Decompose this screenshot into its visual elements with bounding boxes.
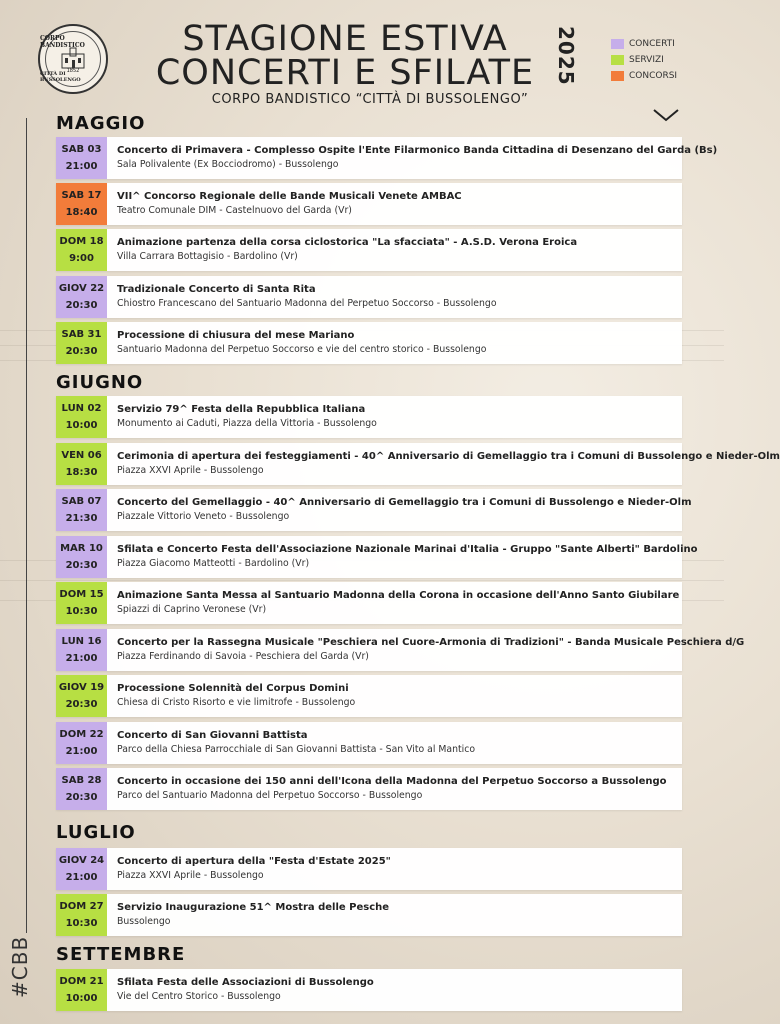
event-time: 21:00 bbox=[65, 161, 98, 172]
staff-line bbox=[0, 580, 724, 581]
event-time: 20:30 bbox=[65, 792, 98, 803]
event-date-box bbox=[56, 582, 107, 624]
legend-label: SERVIZI bbox=[629, 55, 664, 65]
event-place: Villa Carrara Bottagisio - Bardolino (Vr) bbox=[117, 251, 298, 262]
event-day: GIOV 22 bbox=[58, 283, 105, 294]
event-title: Processione di chiusura del mese Mariano bbox=[117, 330, 355, 341]
hashtag-text: #CBB bbox=[8, 935, 32, 998]
event-place: Piazza XXVI Aprile - Bussolengo bbox=[117, 870, 264, 881]
event-row bbox=[56, 629, 745, 671]
event-date-box bbox=[56, 848, 107, 890]
event-row bbox=[56, 969, 682, 1011]
event-info bbox=[107, 722, 475, 764]
event-place: Sala Polivalente (Ex Bocciodromo) - Bussolengo bbox=[117, 159, 339, 170]
event-date-box bbox=[56, 894, 107, 936]
event-info bbox=[107, 322, 486, 364]
event-info bbox=[107, 629, 744, 671]
event-day: SAB 31 bbox=[61, 329, 102, 340]
event-title: Servizio Inaugurazione 51^ Mostra delle Pesche bbox=[117, 902, 390, 913]
event-date-box bbox=[56, 629, 107, 671]
event-title: Concerto in occasione dei 150 anni dell'Icona della Madonna del Perpetuo Soccorso a Bussolengo bbox=[117, 776, 667, 787]
event-place: Spiazzi di Caprino Veronese (Vr) bbox=[117, 604, 267, 615]
event-title: Concerto di Primavera - Complesso Ospite l'Ente Filarmonico Banda Cittadina di Desenzano del Garda (Bs) bbox=[117, 145, 718, 156]
event-row bbox=[56, 894, 682, 936]
event-info bbox=[107, 536, 698, 578]
event-time: 18:40 bbox=[65, 207, 98, 218]
event-row bbox=[56, 137, 718, 179]
event-place: Piazza XXVI Aprile - Bussolengo bbox=[117, 465, 264, 476]
event-row bbox=[56, 722, 682, 764]
event-place: Chiostro Francescano del Santuario Madonna del Perpetuo Soccorso - Bussolengo bbox=[117, 298, 497, 309]
event-day: LUN 02 bbox=[61, 403, 102, 414]
event-title: Concerto del Gemellaggio - 40^ Anniversario di Gemellaggio tra i Comuni di Bussolengo e Nieder-Olm bbox=[117, 497, 692, 508]
event-time: 20:30 bbox=[65, 560, 98, 571]
event-day: DOM 21 bbox=[59, 976, 104, 987]
event-info bbox=[107, 582, 679, 624]
event-day: DOM 22 bbox=[59, 729, 104, 740]
event-title: Sfilata e Concerto Festa dell'Associazione Nazionale Marinai d'Italia - Gruppo "Sante Alberti" Bardolino bbox=[117, 544, 698, 555]
event-info bbox=[107, 848, 391, 890]
event-place: Chiesa di Cristo Risorto e vie limitrofe - Bussolengo bbox=[117, 697, 356, 708]
event-place: Piazza Giacomo Matteotti - Bardolino (Vr) bbox=[117, 558, 310, 569]
event-date-box bbox=[56, 489, 107, 531]
logo-year: 1852 bbox=[66, 68, 80, 74]
logo-bottom-text: CITTÀ DI BUSSOLENGO bbox=[40, 71, 81, 83]
legend-swatch bbox=[611, 71, 624, 81]
page-title-line2: CONCERTI E SFILATE bbox=[155, 53, 535, 93]
event-title: Animazione Santa Messa al Santuario Madonna della Corona in occasione dell'Anno Santo Giubilare bbox=[117, 590, 680, 601]
event-day: SAB 07 bbox=[61, 496, 102, 507]
timeline-line bbox=[26, 118, 27, 933]
event-row bbox=[56, 322, 682, 364]
season-year-text: 2025 bbox=[554, 26, 578, 86]
event-title: Cerimonia di apertura dei festeggiamenti - 40^ Anniversario di Gemellaggio tra i Comuni di Bussolengo e Nieder-Olm bbox=[117, 451, 780, 462]
event-date-box bbox=[56, 722, 107, 764]
event-info bbox=[107, 969, 374, 1011]
event-day: SAB 03 bbox=[61, 144, 102, 155]
event-place: Piazzale Vittorio Veneto - Bussolengo bbox=[117, 511, 290, 522]
event-day: DOM 18 bbox=[59, 236, 104, 247]
event-title: Concerto per la Rassegna Musicale "Peschiera nel Cuore-Armonia di Tradizioni" - Banda Musicale Peschiera d/G bbox=[117, 637, 745, 648]
event-day: MAR 10 bbox=[60, 543, 103, 554]
event-title: Processione Solennità del Corpus Domini bbox=[117, 683, 349, 694]
event-date-box bbox=[56, 675, 107, 717]
event-info bbox=[107, 768, 667, 810]
event-title: Servizio 79^ Festa della Repubblica Italiana bbox=[117, 404, 366, 415]
event-place: Bussolengo bbox=[117, 916, 171, 927]
logo-seal bbox=[38, 24, 108, 94]
event-place: Teatro Comunale DIM - Castelnuovo del Garda (Vr) bbox=[117, 205, 352, 216]
event-date-box bbox=[56, 768, 107, 810]
event-date-box bbox=[56, 229, 107, 271]
event-info bbox=[107, 894, 389, 936]
event-date-box bbox=[56, 137, 107, 179]
event-row bbox=[56, 536, 698, 578]
event-info bbox=[107, 183, 462, 225]
event-row bbox=[56, 396, 682, 438]
event-title: Concerto di apertura della "Festa d'Estate 2025" bbox=[117, 856, 391, 867]
event-time: 21:30 bbox=[65, 513, 98, 524]
event-day: SAB 17 bbox=[61, 190, 102, 201]
event-time: 21:00 bbox=[65, 746, 98, 757]
event-time: 21:00 bbox=[65, 653, 98, 664]
event-date-box bbox=[56, 443, 107, 485]
event-place: Santuario Madonna del Perpetuo Soccorso e vie del centro storico - Bussolengo bbox=[117, 344, 487, 355]
legend-item bbox=[611, 36, 677, 52]
logo-top-text: CORPO BANDISTICO bbox=[40, 35, 85, 49]
event-info bbox=[107, 675, 355, 717]
event-day: VEN 06 bbox=[61, 450, 102, 461]
event-title: Tradizionale Concerto di Santa Rita bbox=[117, 284, 316, 295]
event-place: Parco della Chiesa Parrocchiale di San Giovanni Battista - San Vito al Mantico bbox=[117, 744, 476, 755]
event-date-box bbox=[56, 536, 107, 578]
legend-swatch bbox=[611, 55, 624, 65]
event-day: DOM 27 bbox=[59, 901, 104, 912]
event-place: Vie del Centro Storico - Bussolengo bbox=[117, 991, 281, 1002]
event-info bbox=[107, 489, 692, 531]
legend-label: CONCORSI bbox=[629, 71, 678, 81]
event-row bbox=[56, 768, 682, 810]
event-row bbox=[56, 675, 682, 717]
event-title: Sfilata Festa delle Associazioni di Bussolengo bbox=[117, 977, 374, 988]
legend-label: CONCERTI bbox=[629, 39, 675, 49]
event-row bbox=[56, 582, 682, 624]
event-time: 21:00 bbox=[65, 872, 98, 883]
event-row bbox=[56, 848, 682, 890]
event-info bbox=[107, 229, 577, 271]
month-heading: MAGGIO bbox=[56, 113, 146, 134]
event-date-box bbox=[56, 396, 107, 438]
event-time: 9:00 bbox=[69, 253, 94, 264]
event-day: GIOV 19 bbox=[58, 682, 105, 693]
chevron-down-icon bbox=[652, 108, 680, 122]
event-day: GIOV 24 bbox=[58, 855, 105, 866]
event-day: LUN 16 bbox=[61, 636, 102, 647]
event-time: 10:00 bbox=[65, 420, 98, 431]
event-day: SAB 28 bbox=[61, 775, 102, 786]
event-info bbox=[107, 276, 497, 318]
event-info bbox=[107, 443, 780, 485]
hashtag bbox=[6, 935, 46, 1000]
event-time: 10:30 bbox=[65, 918, 98, 929]
month-heading: GIUGNO bbox=[56, 372, 144, 393]
event-row bbox=[56, 183, 682, 225]
event-title: Animazione partenza della corsa ciclostorica "La sfacciata" - A.S.D. Verona Eroica bbox=[117, 237, 578, 248]
event-day: DOM 15 bbox=[59, 589, 104, 600]
season-year bbox=[548, 26, 598, 88]
event-time: 10:30 bbox=[65, 606, 98, 617]
event-row bbox=[56, 489, 692, 531]
event-row bbox=[56, 229, 682, 271]
event-info bbox=[107, 137, 717, 179]
month-heading: LUGLIO bbox=[56, 822, 136, 843]
event-time: 20:30 bbox=[65, 346, 98, 357]
event-row bbox=[56, 443, 780, 485]
legend bbox=[611, 36, 677, 84]
event-time: 10:00 bbox=[65, 993, 98, 1004]
event-date-box bbox=[56, 322, 107, 364]
event-title: VII^ Concorso Regionale delle Bande Musicali Venete AMBAC bbox=[117, 191, 462, 202]
event-row bbox=[56, 276, 682, 318]
event-title: Concerto di San Giovanni Battista bbox=[117, 730, 308, 741]
event-date-box bbox=[56, 276, 107, 318]
page-title-line1: STAGIONE ESTIVA bbox=[182, 19, 508, 59]
event-place: Piazza Ferdinando di Savoia - Peschiera del Garda (Vr) bbox=[117, 651, 369, 662]
legend-swatch bbox=[611, 39, 624, 49]
event-date-box bbox=[56, 183, 107, 225]
event-place: Parco del Santuario Madonna del Perpetuo Soccorso - Bussolengo bbox=[117, 790, 423, 801]
month-heading: SETTEMBRE bbox=[56, 944, 186, 965]
event-place: Monumento ai Caduti, Piazza della Vittoria - Bussolengo bbox=[117, 418, 377, 429]
event-date-box bbox=[56, 969, 107, 1011]
legend-item bbox=[611, 68, 677, 84]
page-subtitle: CORPO BANDISTICO “CITTÀ DI BUSSOLENGO” bbox=[211, 92, 529, 107]
legend-item bbox=[611, 52, 677, 68]
event-time: 20:30 bbox=[65, 300, 98, 311]
building-icon bbox=[58, 46, 88, 70]
event-info bbox=[107, 396, 377, 438]
event-time: 20:30 bbox=[65, 699, 98, 710]
event-time: 18:30 bbox=[65, 467, 98, 478]
